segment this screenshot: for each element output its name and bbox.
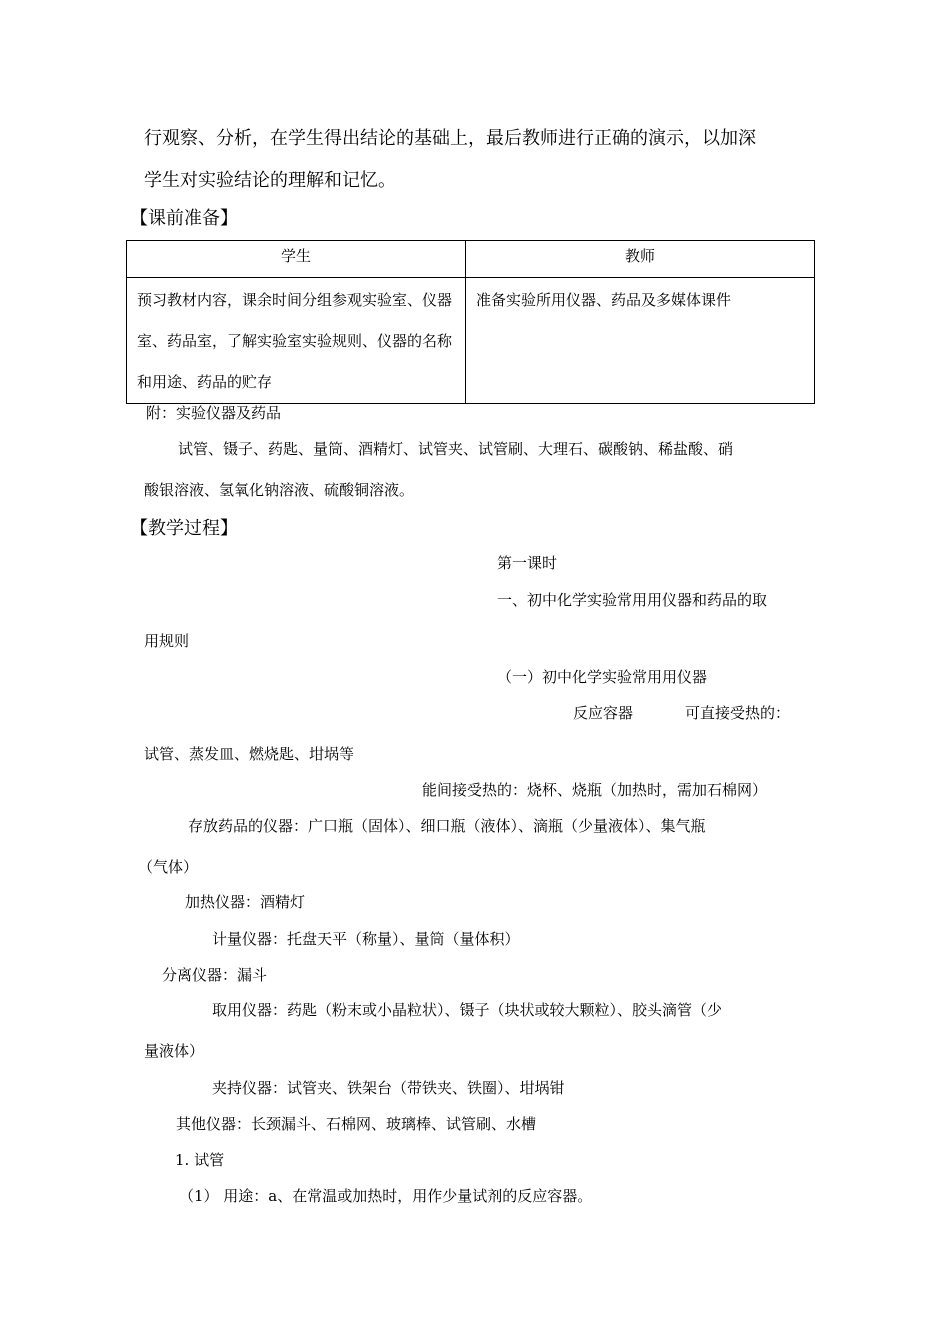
measuring-line: 计量仪器：托盘天平（称量）、量筒（量体积） (212, 930, 520, 948)
prep-table-row (127, 278, 815, 404)
direct-heat-label: 可直接受热的： (685, 704, 791, 722)
other-line: 其他仪器：长颈漏斗、石棉网、玻璃棒、试管刷、水槽 (176, 1115, 537, 1133)
teacher-prep-cell: 准备实验所用仪器、药品及多媒体课件 (466, 278, 815, 404)
indirect-heat-line: 能间接受热的：烧杯、烧瓶（加热时，需加石棉网） (422, 781, 768, 799)
section-1-title: 一、初中化学实验常用用仪器和药品的取 (497, 591, 768, 609)
storage-line-2: （气体） (138, 858, 199, 876)
separating-line: 分离仪器：漏斗 (162, 966, 268, 984)
appendix-line-1: 试管、镊子、药匙、量筒、酒精灯、试管夹、试管刷、大理石、碳酸钠、稀盐酸、硝 (178, 440, 734, 458)
section-1-title-cont: 用规则 (144, 632, 190, 650)
direct-heat-items: 试管、蒸发皿、燃烧匙、坩埚等 (144, 745, 355, 763)
item-1-use: （1） 用途：a、在常温或加热时，用作少量试剂的反应容器。 (179, 1187, 593, 1205)
subsection-title: （一）初中化学实验常用用仪器 (497, 668, 708, 686)
student-prep-cell: 预习教材内容，课余时间分组参观实验室、仪器室、药品室，了解实验室实验规则、仪器的名称和用途、药品的贮存 (127, 278, 466, 404)
intro-line-2: 学生对实验结论的理解和记忆。 (144, 170, 396, 191)
reaction-vessel-label: 反应容器 (573, 704, 634, 722)
prep-heading: 【课前准备】 (130, 208, 238, 229)
heating-line: 加热仪器：酒精灯 (185, 893, 306, 911)
taking-line-2: 量液体） (144, 1042, 205, 1060)
prep-table-header-row (127, 241, 815, 278)
col-student-header: 学生 (127, 241, 466, 278)
appendix-title: 附：实验仪器及药品 (146, 404, 282, 422)
col-teacher-header: 教师 (466, 241, 815, 278)
taking-line-1: 取用仪器：药匙（粉末或小晶粒状）、镊子（块状或较大颗粒）、胶头滴管（少 (212, 1001, 723, 1019)
holding-line: 夹持仪器：试管夹、铁架台（带铁夹、铁圈）、坩埚钳 (212, 1079, 565, 1097)
prep-table (126, 240, 815, 404)
lesson-title: 第一课时 (497, 554, 558, 572)
item-1-title: 1. 试管 (175, 1151, 225, 1169)
storage-line-1: 存放药品的仪器：广口瓶（固体）、细口瓶（液体）、滴瓶（少量液体）、集气瓶 (188, 817, 706, 835)
appendix-line-2: 酸银溶液、氢氧化钠溶液、硫酸铜溶液。 (144, 481, 415, 499)
process-heading: 【教学过程】 (130, 518, 238, 539)
intro-line-1: 行观察、分析，在学生得出结论的基础上，最后教师进行正确的演示，以加深 (144, 128, 756, 149)
